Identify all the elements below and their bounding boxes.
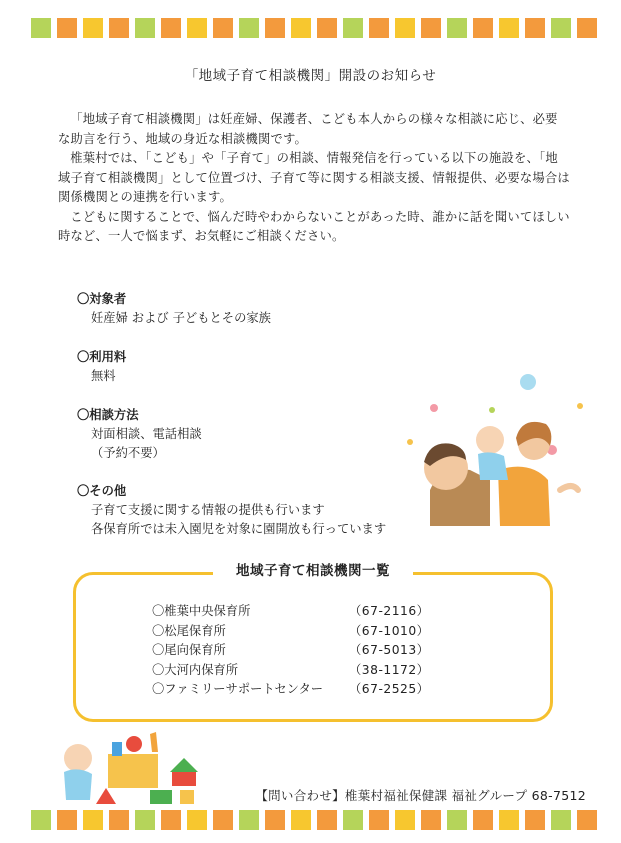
facility-phone: （67-5013） [349, 643, 430, 657]
facility-name: 〇大河内保育所 [152, 662, 239, 677]
border-square [473, 810, 493, 830]
family-illustration-icon [400, 370, 590, 530]
border-square [187, 18, 207, 38]
border-square [291, 810, 311, 830]
section-line: 各保育所では未入園児を対象に園開放も行っています [91, 522, 387, 536]
facility-name: 〇尾向保育所 [152, 643, 226, 657]
intro-text [58, 110, 570, 247]
section-line: 子育て支援に関する情報の提供も行います [91, 503, 325, 517]
border-square [577, 810, 597, 830]
section-target [77, 290, 271, 328]
section-heading: 〇その他 [77, 484, 127, 498]
list-item [152, 679, 452, 699]
border-square [343, 810, 363, 830]
border-square [161, 18, 181, 38]
border-square [109, 810, 129, 830]
section-line: 無料 [91, 369, 116, 383]
facility-list [152, 601, 452, 699]
border-square [213, 18, 233, 38]
border-square [31, 18, 51, 38]
border-square [421, 18, 441, 38]
facility-phone: （38-1172） [349, 662, 430, 677]
border-square [551, 810, 571, 830]
border-square [525, 810, 545, 830]
border-square [57, 18, 77, 38]
border-square [265, 810, 285, 830]
section-fee [77, 348, 126, 386]
facility-list-title: 地域子育て相談機関一覧 [213, 559, 413, 579]
intro-paragraph: 椎葉村では、「こども」や「子育て」の相談、情報発信を行っている以下の施設を、「地域子育て相談機関」として位置づけ、子育て等に関する相談支援、情報提供、必要な場合は関係機関との連携を行います。 [58, 151, 570, 204]
section-heading: 〇利用料 [77, 350, 127, 364]
border-square [57, 810, 77, 830]
list-item [152, 640, 452, 660]
section-heading: 〇相談方法 [77, 408, 139, 422]
border-square [421, 810, 441, 830]
border-square [135, 810, 155, 830]
intro-paragraph: こどもに関することで、悩んだ時やわからないことがあった時、誰かに話を聞いてほしい時など、一人で悩まず、お気軽にご相談ください。 [58, 209, 570, 243]
facility-name: 〇松尾保育所 [152, 623, 226, 638]
border-square [239, 18, 259, 38]
border-square [31, 810, 51, 830]
border-square [369, 18, 389, 38]
section-line: （予約不要） [91, 446, 165, 460]
border-square [525, 18, 545, 38]
border-square [109, 18, 129, 38]
top-border-squares [0, 18, 621, 38]
border-square [187, 810, 207, 830]
border-square [239, 810, 259, 830]
facility-phone: （67-2116） [349, 604, 430, 618]
section-line: 対面相談、電話相談 [91, 427, 202, 441]
border-square [213, 810, 233, 830]
border-square [369, 810, 389, 830]
border-square [473, 18, 493, 38]
border-square [395, 18, 415, 38]
list-item [152, 621, 452, 641]
contact-info: 【問い合わせ】椎葉村福祉保健課 福祉グループ 68-7512 [255, 788, 586, 803]
facility-phone: （67-2525） [349, 682, 430, 696]
border-square [317, 18, 337, 38]
toys-illustration-icon [58, 728, 208, 808]
border-square [135, 18, 155, 38]
section-other [77, 482, 386, 539]
list-item [152, 660, 452, 680]
border-square [317, 810, 337, 830]
facility-name: 〇椎葉中央保育所 [152, 604, 251, 618]
page-title: 「地域子育て相談機関」開設のお知らせ [184, 68, 437, 84]
border-square [577, 18, 597, 38]
border-square [395, 810, 415, 830]
section-method [77, 406, 202, 463]
border-square [83, 810, 103, 830]
bottom-border-squares [0, 810, 621, 830]
border-square [499, 18, 519, 38]
section-line: 妊産婦 および 子どもとその家族 [91, 311, 271, 325]
border-square [161, 810, 181, 830]
border-square [447, 810, 467, 830]
border-square [499, 810, 519, 830]
border-square [291, 18, 311, 38]
border-square [343, 18, 363, 38]
border-square [265, 18, 285, 38]
border-square [551, 18, 571, 38]
facility-phone: （67-1010） [349, 623, 430, 638]
border-square [447, 18, 467, 38]
facility-name: 〇ファミリーサポートセンター [152, 682, 324, 696]
list-item [152, 601, 452, 621]
section-heading: 〇対象者 [77, 292, 127, 306]
border-square [83, 18, 103, 38]
intro-paragraph: 「地域子育て相談機関」は妊産婦、保護者、こども本人からの様々な相談に応じ、必要な助言を行う、地域の身近な相談機関です。 [58, 112, 558, 146]
